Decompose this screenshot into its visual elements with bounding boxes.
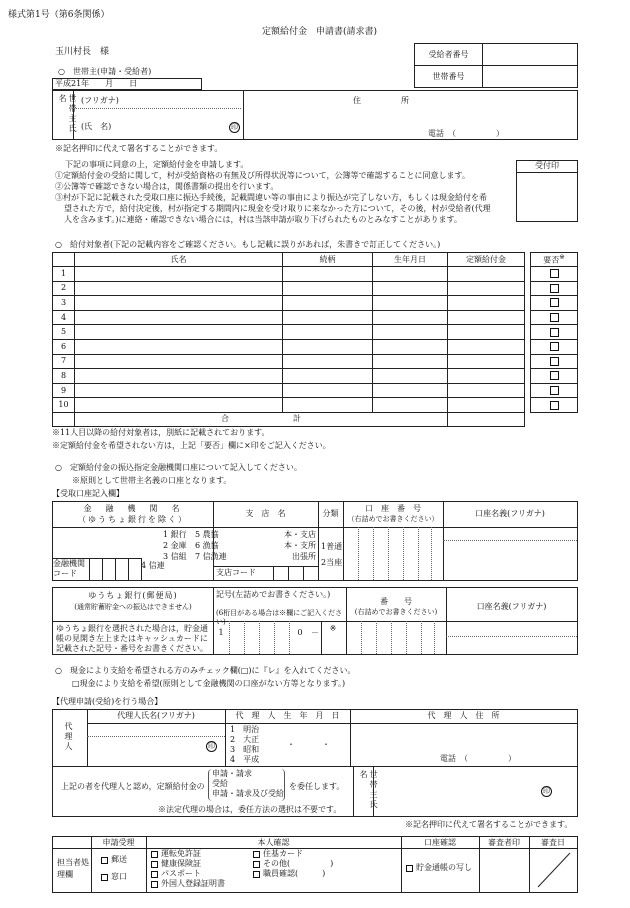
target-row <box>53 281 525 296</box>
acct-no-sub: （右詰めでお書きください） <box>347 515 439 523</box>
agent-name-label: 代理人氏名(フリガナ) <box>117 711 195 720</box>
bank-types-b: 5 農協 6 漁協 7 信漁連 <box>195 530 227 561</box>
target-birth-cell[interactable] <box>373 354 448 369</box>
yucho-symbol-sub: (6桁目がある場合は※欄にご記入ください) <box>216 609 343 626</box>
address-label: 住 所 <box>353 96 409 105</box>
checkbox-icon[interactable] <box>550 313 559 322</box>
target-relation-cell[interactable] <box>283 383 373 398</box>
phone-label: 電話 （ ） <box>428 129 504 138</box>
receipt-stamp-label: 受付印 <box>517 161 577 173</box>
row-number: 8 <box>53 369 75 384</box>
col-birth: 生年月日 <box>373 253 448 267</box>
checkbox-icon[interactable] <box>550 371 559 380</box>
target-amount-cell[interactable] <box>448 267 525 282</box>
bank-name-label: 金 融 機 関 名 <box>83 504 183 513</box>
target-birth-cell[interactable] <box>373 383 448 398</box>
need-checkbox[interactable] <box>531 325 578 340</box>
target-birth-cell[interactable] <box>373 325 448 340</box>
agent-householder-label: 世帯主氏名 <box>359 770 378 810</box>
account-check-label: 口座確認 <box>424 838 456 847</box>
identity-label: 本人確認 <box>257 838 290 847</box>
checkbox-icon[interactable] <box>550 401 559 410</box>
acct-type-2: 2当座 <box>321 558 343 567</box>
row-number: 2 <box>53 281 75 296</box>
target-amount-cell[interactable] <box>448 281 525 296</box>
branch-code-label: 支店コード <box>216 568 256 577</box>
target-row <box>53 383 525 398</box>
row-number: 9 <box>53 383 75 398</box>
agent-box-title: 【代理申請(受給)を行う場合】 <box>52 697 163 706</box>
branch-label: 支 店 名 <box>245 509 286 518</box>
seal-note: ※記名押印に代えて署名することができます。 <box>55 144 223 153</box>
target-relation-cell[interactable] <box>283 296 373 311</box>
target-relation-cell[interactable] <box>283 398 373 413</box>
agent-seal-note: ※記名押印に代えて署名することができます。 <box>405 820 573 829</box>
type-label: 分類 <box>322 509 339 518</box>
targets-note-1: ※11人目以降の給付対象者は，別紙に記載されております。 <box>52 428 270 437</box>
yucho-holder-label: 口座名義(フリガナ) <box>476 602 547 611</box>
need-checkbox[interactable] <box>531 369 578 384</box>
target-name-cell[interactable] <box>75 267 283 282</box>
target-row <box>53 339 525 354</box>
holder-label: 口座名義(フリガナ) <box>475 509 545 518</box>
total-value <box>448 412 525 426</box>
bank-code-label: 金融機関コード <box>53 559 85 578</box>
target-name-cell[interactable] <box>75 310 283 325</box>
delegate-prefix: 上記の者を代理人と認め，定額給付金の <box>61 782 205 791</box>
target-row <box>53 296 525 311</box>
account-check-opt[interactable]: 貯金通帳の写し <box>406 863 472 873</box>
office-box <box>52 836 578 893</box>
householder-side-label: 名 <box>58 94 67 104</box>
yucho-number-label: 番 号 <box>380 597 412 606</box>
target-row <box>53 310 525 325</box>
consent-intro: 下記の事項に同意の上，定額給付金を申請します。 <box>65 160 249 169</box>
need-checkbox[interactable] <box>531 281 578 296</box>
receiver-number-box <box>414 43 578 88</box>
recipient-no-field[interactable] <box>483 44 578 66</box>
target-relation-cell[interactable] <box>283 354 373 369</box>
target-row <box>53 369 525 384</box>
row-number: 6 <box>53 339 75 354</box>
cash-heading: ○ 現金により支給を希望される方のみチェック欄(□)に『レ』を入れてください。 <box>55 666 356 675</box>
row-number: 3 <box>53 296 75 311</box>
checkbox-icon[interactable] <box>550 298 559 307</box>
identity-col-1[interactable]: 運転免許証 健康保険証 パスポート 外国人登録証明書 <box>151 849 225 889</box>
consent-item-1: ①定額給付金の受給に関して，村が受給資格の有無及び所得状況等について，公簿等で確認することに同意します。 <box>55 171 470 180</box>
checkbox-icon[interactable] <box>550 342 559 351</box>
application-date[interactable]: 平成21年 月 日 <box>52 78 202 90</box>
target-name-cell[interactable] <box>75 383 283 398</box>
agent-address-label: 代 理 人 住 所 <box>427 711 500 720</box>
reception-post[interactable]: 郵送 <box>101 855 127 865</box>
target-row <box>53 354 525 369</box>
yucho-number-sub: (右詰めでお書きください) <box>354 608 438 616</box>
target-name-cell[interactable] <box>75 398 283 413</box>
seal-mark: 印 <box>231 123 238 131</box>
yucho-name-label: ゆうちょ銀行(郵便局) <box>88 591 178 600</box>
reception-label: 申請受理 <box>102 838 135 847</box>
yucho-digit-one: 1 <box>218 628 224 637</box>
target-birth-cell[interactable] <box>373 339 448 354</box>
bank-types-a: 1 銀行 2 金庫 3 信組 <box>163 530 187 561</box>
col-relation: 続柄 <box>283 253 373 267</box>
target-birth-cell[interactable] <box>373 310 448 325</box>
furigana-label: (フリガナ) <box>81 96 119 105</box>
cash-option[interactable]: □現金により支給を希望(原則として金融機関の口座がない方等となります。) <box>72 679 346 688</box>
householder-heading: ○ 世帯主(申請・受給者) <box>58 67 152 76</box>
household-no-field[interactable] <box>483 66 578 88</box>
target-name-cell[interactable] <box>75 325 283 340</box>
legal-note: ※法定代理の場合は，委任方法の選択は不要です。 <box>158 805 342 814</box>
review-date-label: 審査日 <box>541 838 565 847</box>
need-checkbox[interactable] <box>531 354 578 369</box>
account-sub: ※原則として世帯主名義の口座となります。 <box>72 476 232 485</box>
agent-birth-label: 代 理 人 生 年 月 日 <box>235 711 340 720</box>
target-relation-cell[interactable] <box>283 310 373 325</box>
need-checkbox[interactable] <box>531 267 578 282</box>
page-title: 定額給付金 申請書(請求書) <box>262 27 378 37</box>
addressee: 玉川村長 様 <box>55 47 110 57</box>
account-heading: ○ 定額給付金の振込指定金融機関口座について記入してください。 <box>55 463 302 472</box>
form-number: 様式第1号（第6条関係） <box>8 10 110 20</box>
reviewer-label: 審査者印 <box>488 838 520 847</box>
agent-box: 代理人 代理人氏名(フリガナ) 印 代 理 人 生 年 月 日 1 明治 2 大正 3 昭和 4 平成 ・ ・ 代 理 人 住 所 電話 （ ） 上記の者を代理人と認め，定額給付金の 申請・請求 受給 申請・請求及び受給 を委任します。 ※法定代理の場合は，委任方法の選択は不要です。 世帯主氏名 印 <box>52 709 578 817</box>
branch-types: 本・支店 本・支所 出張所 <box>284 530 316 561</box>
need-checkbox[interactable] <box>531 296 578 311</box>
targets-heading: ○ 給付対象者(下記の記載内容をご確認ください。もし記載に誤りがあれば，朱書きで訂正してください。) <box>55 240 441 249</box>
target-relation-cell[interactable] <box>283 267 373 282</box>
target-amount-cell[interactable] <box>448 325 525 340</box>
consent-item-3c: 人を含みます。)に連絡・確認できない場合には，村は当該申請が取り下げられたものとみなすことがあります。 <box>64 215 462 224</box>
target-name-cell[interactable] <box>75 369 283 384</box>
col-amount: 定額給付金 <box>448 253 525 267</box>
staff-label: 担当者処理欄 <box>57 858 89 879</box>
checkbox-icon[interactable] <box>550 357 559 366</box>
target-name-cell[interactable] <box>75 281 283 296</box>
yucho-asterisk: ※ <box>329 624 337 633</box>
account-box-title: 【受取口座記入欄】 <box>52 489 124 498</box>
bank-account-box <box>52 501 578 581</box>
target-name-cell[interactable] <box>75 296 283 311</box>
name-label: (氏 名) <box>81 122 112 131</box>
review-date-slash <box>530 849 577 892</box>
target-amount-cell[interactable] <box>448 369 525 384</box>
agent-seal: 印 <box>208 742 215 750</box>
recipient-no-label: 受給者番号 <box>415 44 483 66</box>
target-name-cell[interactable] <box>75 354 283 369</box>
target-row <box>53 398 525 413</box>
householder-seal-2: 印 <box>543 787 550 795</box>
checkbox-icon[interactable] <box>550 284 559 293</box>
target-birth-cell[interactable] <box>373 398 448 413</box>
need-checkbox[interactable] <box>531 339 578 354</box>
agent-side-label: 代理人 <box>64 722 73 752</box>
yucho-symbol-label: 記号(左詰めでお書きください。) <box>216 590 331 599</box>
row-number: 4 <box>53 310 75 325</box>
targets-note-2: ※定額給付金を希望されない方は，上記「要否」欄に×印をご記入ください。 <box>52 441 331 450</box>
delegate-suffix: を委任します。 <box>289 782 345 791</box>
reception-window[interactable]: 窓口 <box>101 872 127 882</box>
agent-phone-label: 電話 （ ） <box>440 754 516 763</box>
need-checkbox[interactable] <box>531 310 578 325</box>
household-no-label: 世帯番号 <box>415 66 483 88</box>
consent-item-3b: 望された方で，給付決定後，村が指定する期間内に現金を受け取りに来なかった方について，その後，村が受給者(代理 <box>64 204 491 213</box>
row-number: 7 <box>53 354 75 369</box>
need-column <box>530 252 578 413</box>
row-number: 5 <box>53 325 75 340</box>
target-amount-cell[interactable] <box>448 310 525 325</box>
identity-col-2[interactable]: 住基カード その他( ) 職員確認( ) <box>253 849 333 879</box>
checkbox-icon[interactable] <box>550 328 559 337</box>
target-row <box>53 325 525 340</box>
target-birth-cell[interactable] <box>373 296 448 311</box>
target-relation-cell[interactable] <box>283 325 373 340</box>
target-amount-cell[interactable] <box>448 383 525 398</box>
targets-table <box>52 252 525 427</box>
agent-eras: 1 明治 2 大正 3 昭和 4 平成 <box>230 725 260 764</box>
acct-no-label: 口 座 番 号 <box>365 504 421 513</box>
consent-item-2: ②公簿等で確認できない場合は，関係書類の提出を行います。 <box>55 182 279 191</box>
target-relation-cell[interactable] <box>283 281 373 296</box>
col-name: 氏名 <box>75 253 283 267</box>
target-relation-cell[interactable] <box>283 369 373 384</box>
need-checkbox[interactable] <box>531 383 578 398</box>
target-row <box>53 267 525 282</box>
yucho-note: ゆうちょ銀行を選択された場合は，貯金通帳の見開き左上またはキャッシュカードに記載された記号・番号をお書きください。 <box>56 624 208 653</box>
yucho-name-sub: (通常貯蓄貯金への振込はできません) <box>74 603 192 611</box>
target-amount-cell[interactable] <box>448 339 525 354</box>
row-number: 1 <box>53 267 75 282</box>
total-label: 合 計 <box>75 412 448 426</box>
yucho-dash: － <box>311 628 319 637</box>
target-amount-cell[interactable] <box>448 296 525 311</box>
acct-type-1: 1普通 <box>321 542 343 551</box>
delegate-options[interactable]: 申請・請求 受給 申請・請求及び受給 <box>208 769 285 801</box>
yucho-digit-zero: 0 <box>297 628 303 637</box>
target-amount-cell[interactable] <box>448 354 525 369</box>
bank-type-4: 4 信連 <box>141 561 165 570</box>
target-birth-cell[interactable] <box>373 281 448 296</box>
target-birth-cell[interactable] <box>373 369 448 384</box>
yucho-box <box>52 587 578 655</box>
target-birth-cell[interactable] <box>373 267 448 282</box>
row-number: 10 <box>53 398 75 413</box>
col-need: 要否※ <box>531 253 578 267</box>
need-checkbox[interactable] <box>531 398 578 413</box>
target-relation-cell[interactable] <box>283 339 373 354</box>
consent-item-3a: ③村が下記に記載された受取口座に振込手続後，記載間違い等の事由により振込が完了しない方，もしくは現金給付を希 <box>55 193 487 202</box>
bank-name-sub: （ゆうちょ銀行を除く） <box>78 515 188 524</box>
receipt-stamp-box <box>516 160 578 222</box>
householder-box <box>52 90 578 140</box>
checkbox-icon[interactable] <box>550 386 559 395</box>
checkbox-icon[interactable] <box>550 269 559 278</box>
target-amount-cell[interactable] <box>448 398 525 413</box>
target-name-cell[interactable] <box>75 339 283 354</box>
